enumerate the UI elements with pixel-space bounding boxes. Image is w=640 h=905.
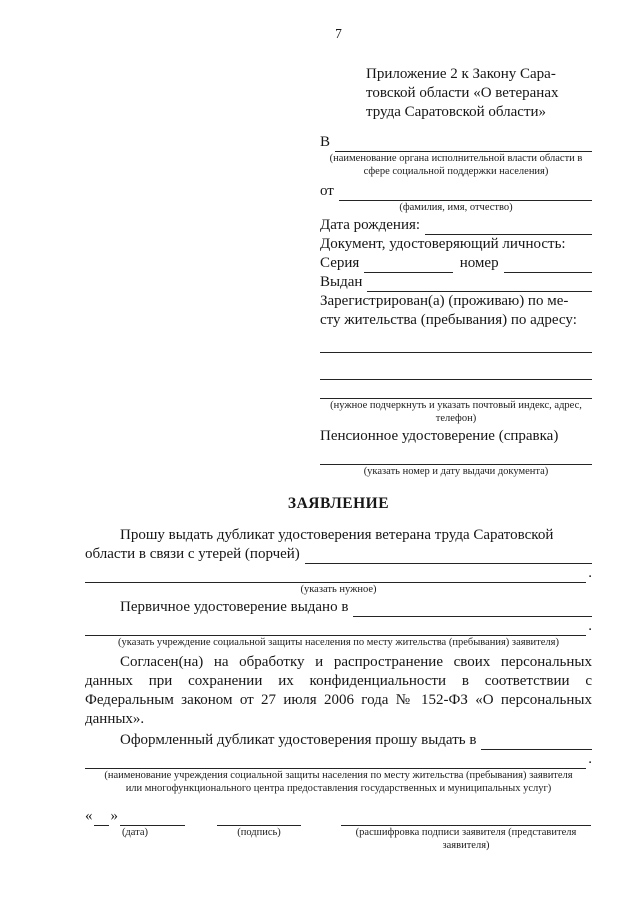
primary-blank-row [85, 617, 592, 636]
appendix-line-3: труда Саратовской области» [366, 104, 547, 120]
registered-label-line-2: сту жительства (пребывания) по адресу: [320, 312, 577, 328]
name-field [341, 807, 591, 826]
identity-doc-label: Документ, удостоверяющий личность: [320, 236, 566, 252]
issue-blank-row [85, 750, 592, 769]
applicant-label: от [320, 183, 334, 199]
form-header-block [320, 65, 592, 478]
date-caption: (дата) [121, 827, 149, 838]
sign-caption: (подпись) [237, 827, 281, 838]
series-label: Серия [320, 255, 360, 271]
date-blank-line [120, 811, 185, 826]
signature-sign-block [217, 807, 301, 852]
address-blank-row-1 [320, 334, 592, 353]
birth-date-blank-line [425, 220, 592, 235]
address-caption: (нужное подчеркнуть и указать почтовый индекс, адрес, телефон) [330, 400, 582, 424]
request-blank-row [85, 564, 592, 583]
page-number: 7 [335, 26, 342, 41]
signature-blank-line [217, 811, 301, 826]
issued-field [320, 273, 592, 292]
appendix-line-1: Приложение 2 к Закону Сара- [366, 66, 556, 82]
pension-label: Пенсионное удостоверение (справка) [320, 428, 559, 444]
request-blank-line-1 [305, 549, 592, 564]
primary-label: Первичное удостоверение выдано в [120, 599, 349, 615]
series-number-field [320, 254, 592, 273]
authority-label: В [320, 134, 331, 150]
address-blank-line-2 [320, 365, 592, 380]
applicant-blank-line [339, 186, 592, 201]
birth-date-label: Дата рождения: [320, 217, 421, 233]
sign-field [217, 807, 301, 826]
day-blank-line [94, 811, 109, 826]
primary-blank-line-1 [353, 602, 592, 617]
number-label: номер [459, 255, 499, 271]
authority-field [320, 133, 592, 152]
signature-row [85, 807, 592, 852]
address-blank-line-3 [320, 384, 592, 399]
application-title: ЗАЯВЛЕНИЕ [287, 495, 390, 512]
address-blank-line-1 [320, 338, 592, 353]
authority-caption: (наименование органа исполнительной власти области в сфере социальной поддержки населения) [329, 153, 583, 177]
name-blank-line [341, 811, 591, 826]
open-quote: « [85, 808, 93, 824]
appendix-line-2: товской области «О ветеранах [366, 85, 559, 101]
request-blank-line-2 [85, 568, 586, 583]
close-quote: » [110, 808, 118, 824]
issue-period: . [588, 751, 592, 767]
registered-label-line-1: Зарегистрирован(а) (проживаю) по ме- [320, 293, 569, 309]
series-blank-line [364, 258, 452, 273]
applicant-caption: (фамилия, имя, отчество) [399, 202, 513, 213]
number-blank-line [504, 258, 592, 273]
applicant-field [320, 182, 592, 201]
consent-paragraph: Согласен(на) на обработку и распространение своих персональных данных при сохранении их конфиденциальности в соответствии с Федеральным законом от 27 июля 2006 года № 152-ФЗ «О персональных данных». [85, 654, 592, 727]
issued-label: Выдан [320, 274, 363, 290]
primary-caption: (указать учреждение социальной защиты населения по месту жительства (пребывания) заявителя) [118, 637, 559, 648]
issue-blank-line-2 [85, 754, 586, 769]
request-text-line-2 [85, 545, 592, 564]
authority-blank-line [335, 137, 592, 152]
issue-field [85, 731, 592, 750]
birth-date-field [320, 216, 592, 235]
signature-name-block [341, 807, 591, 852]
primary-blank-line-2 [85, 621, 586, 636]
name-caption: (расшифровка подписи заявителя (представителя заявителя) [355, 827, 577, 851]
pension-caption: (указать номер и дату выдачи документа) [363, 466, 549, 477]
appendix-note [366, 65, 592, 122]
pension-blank-line [320, 450, 592, 465]
issue-blank-line-1 [481, 735, 592, 750]
pension-blank-row [320, 446, 592, 465]
address-blank-row-3 [320, 380, 592, 399]
request-period: . [588, 565, 592, 581]
request-text-line-1: Прошу выдать дубликат удостоверения ветерана труда Саратовской [120, 527, 554, 543]
issue-label: Оформленный дубликат удостоверения прошу выдать в [120, 732, 477, 748]
issued-blank-line [367, 277, 592, 292]
date-field [85, 807, 185, 826]
request-caption: (указать нужное) [300, 584, 377, 595]
primary-period: . [588, 618, 592, 634]
signature-date-block [85, 807, 185, 852]
request-text: области в связи с утерей (порчей) [85, 546, 300, 562]
primary-field [85, 598, 592, 617]
address-blank-row-2 [320, 361, 592, 380]
issue-caption: (наименование учреждения социальной защиты населения по месту жительства (пребывания) заявителя или многофункционального центра предоставления государственных и муниципальных услуг) [104, 770, 573, 794]
